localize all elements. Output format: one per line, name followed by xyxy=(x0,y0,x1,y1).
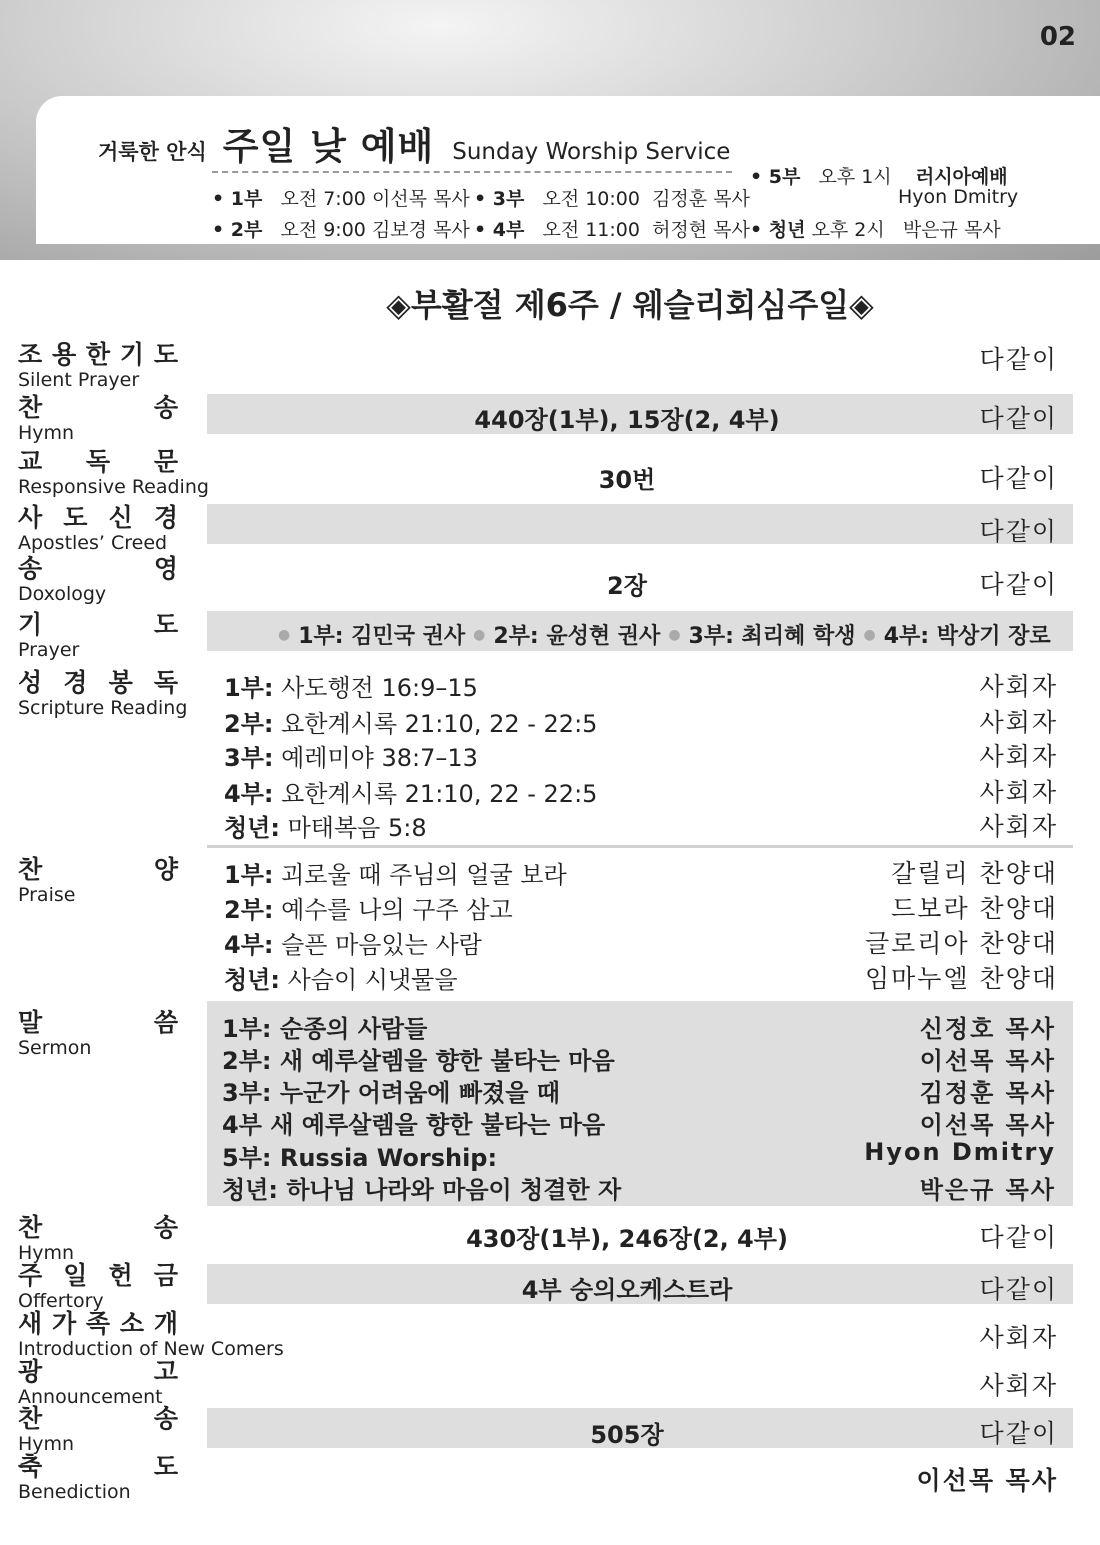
service-part: • 4부 xyxy=(474,219,525,241)
scripture-item: 3부: 예레미야 38:7–13 xyxy=(224,744,478,772)
service-leader: 박은규 목사 xyxy=(902,219,1001,241)
sermon-item: 3부: 누군가 어려움에 빠졌을 때 xyxy=(222,1079,560,1107)
label-hymn-2: 찬 송 Hymn xyxy=(18,1213,178,1264)
service-part: • 3부 xyxy=(474,188,525,210)
sermon-preacher: 박은규 목사 xyxy=(919,1176,1056,1204)
service-time: 오후 2시 xyxy=(811,219,885,241)
service-header-card xyxy=(36,96,1100,244)
service-3 xyxy=(474,184,750,211)
prayer-leader: 2부: 윤성현 권사 xyxy=(493,624,661,649)
scripture-item: 4부: 요한계시록 21:10, 22 - 22:5 xyxy=(224,780,598,808)
service-title: 주일 낮 예배 xyxy=(222,125,435,168)
scripture-item: 1부: 사도행전 16:9–15 xyxy=(224,674,478,702)
announcement-leader: 사회자 xyxy=(979,1371,1058,1400)
label-offertory: 주 일 헌 금 Offertory xyxy=(18,1261,178,1312)
service-part: • 청년 xyxy=(750,219,806,241)
sermon-preacher: 이선목 목사 xyxy=(919,1111,1056,1139)
hymn-numbers: 440장(1부), 15장(2, 4부) xyxy=(474,406,780,434)
service-1 xyxy=(212,184,470,211)
offertory-leader: 다같이 xyxy=(979,1275,1058,1304)
scripture-item: 2부: 요한계시록 21:10, 22 - 22:5 xyxy=(224,710,598,738)
service-leader: 허정현 목사 xyxy=(652,219,750,241)
prayer-leader: 3부: 최리혜 학생 xyxy=(688,624,856,649)
creed-leader: 다같이 xyxy=(979,517,1058,546)
sermon-item: 2부: 새 예루살렘을 향한 불타는 마음 xyxy=(222,1047,615,1075)
header-title-row xyxy=(98,116,730,170)
benediction-minister: 이선목 목사 xyxy=(916,1466,1058,1495)
label-scripture-reading: 성 경 봉 독 Scripture Reading xyxy=(18,668,188,719)
label-en: Silent Prayer xyxy=(18,369,140,391)
label-hymn: 찬 송 Hymn xyxy=(18,393,178,444)
service-time: 오후 1시 xyxy=(818,166,892,188)
scripture-reader: 사회자 xyxy=(979,778,1058,807)
prayer-leader: 1부: 김민국 권사 xyxy=(298,624,466,649)
service-time: 오전 10:00 xyxy=(542,188,640,210)
sermon-preacher: 김정훈 목사 xyxy=(919,1079,1056,1107)
responsive-number: 30번 xyxy=(598,466,656,494)
praise-item: 청년: 사슴이 시냇물을 xyxy=(224,966,458,994)
service-leader: 김정훈 목사 xyxy=(652,188,750,210)
hymn-3-number: 505장 xyxy=(590,1421,664,1449)
service-5-leader: Hyon Dmitry xyxy=(898,186,1019,208)
hymn-leader: 다같이 xyxy=(979,404,1058,433)
service-part: • 5부 xyxy=(750,166,801,188)
label-silent-prayer xyxy=(18,341,178,391)
service-4 xyxy=(474,215,750,242)
praise-choir: 드보라 찬양대 xyxy=(891,894,1058,923)
sermon-item: 5부: Russia Worship: xyxy=(222,1144,498,1172)
sermon-item: 청년: 하나님 나라와 마음이 청결한 자 xyxy=(222,1176,622,1204)
scripture-reader: 사회자 xyxy=(979,812,1058,841)
new-comers-leader: 사회자 xyxy=(979,1323,1058,1352)
scripture-reader: 사회자 xyxy=(979,742,1058,771)
responsive-leader: 다같이 xyxy=(979,464,1058,493)
label-praise: 찬 양 Praise xyxy=(18,855,178,906)
sermon-item: 4부 새 예루살렘을 향한 불타는 마음 xyxy=(222,1111,606,1139)
label-ko: 조 용 한 기 도 xyxy=(18,340,178,369)
service-time: 오전 9:00 xyxy=(280,219,366,241)
liturgical-subtitle: ◈부활절 제6주 / 웨슬리회심주일◈ xyxy=(386,286,874,324)
label-benediction: 축 도 Benediction xyxy=(18,1452,178,1503)
prayer-leaders: ● 1부: 김민국 권사 ● 2부: 윤성현 권사 ● 3부: 최리혜 학생 ● 4부: 박상기 장로 xyxy=(270,619,1051,650)
praise-choir: 임마누엘 찬양대 xyxy=(865,964,1058,993)
section-divider xyxy=(207,845,1073,848)
label-new-comers: 새 가 족 소 개 Introduction of New Comers xyxy=(18,1309,284,1360)
service-5 xyxy=(750,162,1008,189)
service-part: • 1부 xyxy=(212,188,263,210)
praise-item: 4부: 슬픈 마음있는 사람 xyxy=(224,931,482,959)
scripture-reader: 사회자 xyxy=(979,672,1058,701)
page-number: 02 xyxy=(1039,22,1076,52)
prayer-leader: 4부: 박상기 장로 xyxy=(883,624,1051,649)
sermon-preacher: 이선목 목사 xyxy=(919,1047,1056,1075)
service-time: 오전 11:00 xyxy=(542,219,640,241)
praise-item: 2부: 예수를 나의 구주 삼고 xyxy=(224,896,513,924)
service-part: • 2부 xyxy=(212,219,263,241)
silent-prayer-leader: 다같이 xyxy=(979,345,1058,374)
sermon-preacher: 신정호 목사 xyxy=(919,1015,1056,1043)
service-leader: 김보경 목사 xyxy=(371,219,470,241)
label-sermon: 말 씀 Sermon xyxy=(18,1008,178,1059)
service-time: 오전 7:00 xyxy=(280,188,366,210)
label-prayer: 기 도 Prayer xyxy=(18,610,178,661)
label-apostles-creed: 사 도 신 경 Apostles’ Creed xyxy=(18,503,178,554)
hymn-2-leader: 다같이 xyxy=(979,1223,1058,1252)
praise-choir: 갈릴리 찬양대 xyxy=(891,859,1058,888)
label-doxology: 송 영 Doxology xyxy=(18,554,178,605)
doxology-leader: 다같이 xyxy=(979,570,1058,599)
label-hymn-3: 찬 송 Hymn xyxy=(18,1404,178,1455)
creed-band xyxy=(207,504,1073,544)
scripture-reader: 사회자 xyxy=(979,708,1058,737)
label-responsive-reading: 교 독 문 Responsive Reading xyxy=(18,447,209,498)
hymn-3-leader: 다같이 xyxy=(979,1419,1058,1448)
holy-rest-label: 거룩한 안식 xyxy=(98,140,207,164)
scripture-item: 청년: 마태복음 5:8 xyxy=(224,814,427,842)
sermon-preacher: Hyon Dmitry xyxy=(864,1138,1056,1166)
service-leader: 러시아예배 xyxy=(915,166,1008,188)
service-leader: 이선목 목사 xyxy=(371,188,470,210)
service-youth xyxy=(750,215,1001,242)
sermon-item: 1부: 순종의 사람들 xyxy=(222,1015,428,1043)
praise-choir: 글로리아 찬양대 xyxy=(865,929,1058,958)
service-2 xyxy=(212,215,470,242)
doxology-number: 2장 xyxy=(607,572,647,600)
label-announcement: 광 고 Announcement xyxy=(18,1357,178,1408)
hymn-2-numbers: 430장(1부), 246장(2, 4부) xyxy=(466,1225,788,1253)
offertory-performer: 4부 숭의오케스트라 xyxy=(521,1276,733,1304)
service-title-en: Sunday Worship Service xyxy=(452,139,731,165)
praise-item: 1부: 괴로울 때 주님의 얼굴 보라 xyxy=(224,861,567,889)
header-divider xyxy=(212,171,732,173)
